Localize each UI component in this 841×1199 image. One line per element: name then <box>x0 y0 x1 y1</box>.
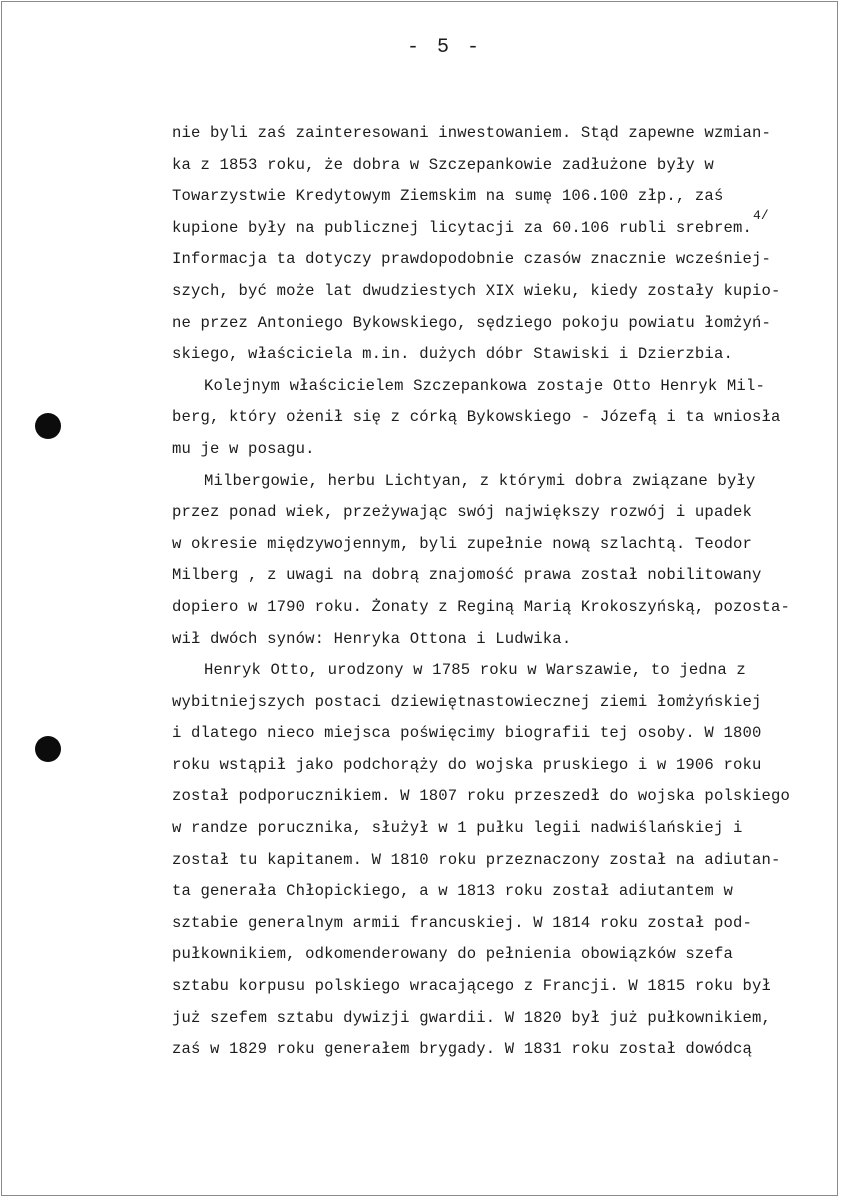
text-line: sztabie generalnym armii francuskiej. W 1814 roku został pod- <box>172 913 752 932</box>
text-line: Towarzystwie Kredytowym Ziemskim na sumę 106.100 złp., zaś <box>172 187 724 206</box>
text-line: wybitniejszych postaci dziewiętnastowiecznej ziemi łomżyńskiej <box>172 692 762 711</box>
text-line: berg, który ożenił się z córką Bykowskiego - Józefą i ta wniosła <box>172 408 781 427</box>
text-line: i dlatego nieco miejsca poświęcimy biografii tej osoby. W 1800 <box>172 724 762 743</box>
text-line: w okresie międzywojennym, byli zupełnie nową szlachtą. Teodor <box>172 534 752 553</box>
text-line: ta generała Chłopickiego, a w 1813 roku został adiutantem w <box>172 882 733 901</box>
text-line: zaś w 1829 roku generałem brygady. W 1831 roku został dowódcą <box>172 1040 752 1059</box>
text-line: sztabu korpusu polskiego wracającego z Francji. W 1815 roku był <box>172 977 771 996</box>
text-line: wił dwóch synów: Henryka Ottona i Ludwika. <box>172 629 572 648</box>
paragraph-start-line: Milbergowie, herbu Lichtyan, z którymi dobra związane były <box>204 471 756 490</box>
text-line: mu je w posagu. <box>172 439 315 458</box>
text-line: roku wstąpił jako podchorąży do wojska pruskiego i w 1906 roku <box>172 755 762 774</box>
document-page <box>1 1 838 1196</box>
text-line: szych, być może lat dwudziestych XIX wieku, kiedy zostały kupio- <box>172 281 781 300</box>
page-number: - 5 - <box>406 36 482 59</box>
paragraph-start-line: Henryk Otto, urodzony w 1785 roku w Warszawie, to jedna z <box>204 661 746 680</box>
text-line: już szefem sztabu dywizji gwardii. W 1820 był już pułkownikiem, <box>172 1008 771 1027</box>
body-text <box>172 118 812 1066</box>
text-line: kupione były na publicznej licytacji za 60.106 rubli srebrem. <box>172 218 752 237</box>
text-line-with-footnote <box>172 207 812 245</box>
punch-hole-bottom <box>35 736 61 762</box>
text-line: został tu kapitanem. W 1810 roku przeznaczony został na adiutan- <box>172 850 781 869</box>
paragraph-start-line: Kolejnym właścicielem Szczepankowa zostaje Otto Henryk Mil- <box>204 376 765 395</box>
text-line: został podporucznikiem. W 1807 roku przeszedł do wojska polskiego <box>172 787 791 806</box>
text-line: ka z 1853 roku, że dobra w Szczepankowie zadłużone były w <box>172 155 714 174</box>
punch-hole-top <box>35 413 61 439</box>
footnote-reference: 4/ <box>752 207 769 223</box>
text-line: Milberg , z uwagi na dobrą znajomość prawa został nobilitowany <box>172 566 762 585</box>
text-line: w randze porucznika, służył w 1 pułku legii nadwiślańskiej i <box>172 819 743 838</box>
text-line: Informacja ta dotyczy prawdopodobnie czasów znacznie wcześniej- <box>172 250 771 269</box>
text-line: ne przez Antoniego Bykowskiego, sędziego pokoju powiatu łomżyń- <box>172 313 771 332</box>
text-line: skiego, właściciela m.in. dużych dóbr Stawiski i Dzierzbia. <box>172 345 733 364</box>
text-line: pułkownikiem, odkomenderowany do pełnienia obowiązków szefa <box>172 945 733 964</box>
text-line: przez ponad wiek, przeżywając swój największy rozwój i upadek <box>172 503 752 522</box>
text-line: nie byli zaś zainteresowani inwestowaniem. Stąd zapewne wzmian- <box>172 124 771 142</box>
text-line: dopiero w 1790 roku. Żonaty z Reginą Marią Krokoszyńską, pozosta- <box>172 597 791 616</box>
